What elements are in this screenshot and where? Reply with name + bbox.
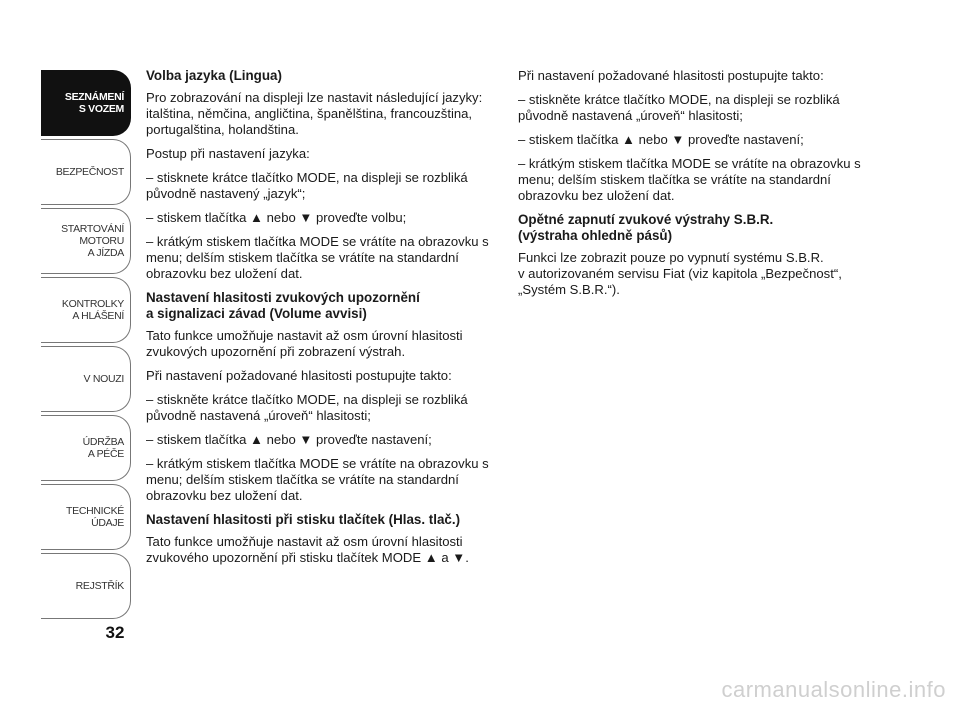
tab-v-nouzi[interactable]: V NOUZI [41,346,131,412]
paragraph: – stisknete krátce tlačítko MODE, na displeji se rozbliká původně nastavený „jazyk“; [146,170,468,201]
paragraph: Tato funkce umožňuje nastavit až osm úrovní hlasitosti zvukových upozornění při zobrazení výstrah. [146,328,463,359]
tab-kontrolky-a-hlaseni[interactable]: KONTROLKY A HLÁŠENÍ [41,277,131,343]
section-heading-sbr: Opětné zapnutí zvukové výstrahy S.B.R. (výstraha ohledně pásů) [518,212,774,243]
paragraph: – krátkým stiskem tlačítka MODE se vrátíte na obrazovku s menu; delším stiskem tlačítka se vrátíte na standardní obrazovku bez uložení dat. [146,456,489,503]
tab-technicke-udaje[interactable]: TECHNICKÉ ÚDAJE [41,484,131,550]
left-column [146,68,506,574]
section-heading-button-volume: Nastavení hlasitosti při stisku tlačítek (Hlas. tlač.) [146,512,461,527]
paragraph: – stiskněte krátce tlačítko MODE, na displeji se rozbliká původně nastavená „úroveň“ hlasitosti; [146,392,468,423]
paragraph: – krátkým stiskem tlačítka MODE se vrátíte na obrazovku s menu; delším stiskem tlačítka se vrátíte na standardní obrazovku bez uložení dat. [146,234,489,281]
page-number: 32 [105,623,125,642]
paragraph: Při nastavení požadované hlasitosti postupujte takto: [518,68,824,83]
section-heading-language: Volba jazyka (Lingua) [146,68,282,83]
tab-bezpecnost[interactable]: BEZPEČNOST [41,139,131,205]
paragraph: – stiskem tlačítka ▲ nebo ▼ proveďte nastavení; [518,132,804,147]
paragraph: Tato funkce umožňuje nastavit až osm úrovní hlasitosti zvukového upozornění při stisku tlačítek MODE ▲ a ▼. [146,534,469,565]
tab-startovani-motoru[interactable]: STARTOVÁNÍ MOTORU A JÍZDA [41,208,131,274]
paragraph: – stiskem tlačítka ▲ nebo ▼ proveďte volbu; [146,210,407,225]
watermark: carmanualsonline.info [721,677,946,702]
paragraph: – krátkým stiskem tlačítka MODE se vrátíte na obrazovku s menu; delším stiskem tlačítka se vrátíte na standardní obrazovku bez uložení dat. [518,156,861,203]
paragraph: Postup při nastavení jazyka: [146,146,310,161]
tab-udrzba-a-pece[interactable]: ÚDRŽBA A PÉČE [41,415,131,481]
tab-seznameni-s-vozem[interactable]: SEZNÁMENÍ S VOZEM [41,70,131,136]
paragraph: Pro zobrazování na displeji lze nastavit následující jazyky: italština, němčina, angličtina, španělština, francouzština, portugalština, holandština. [146,90,483,137]
paragraph: – stiskem tlačítka ▲ nebo ▼ proveďte nastavení; [146,432,432,447]
tab-rejstrik[interactable]: REJSTŘÍK [41,553,131,619]
paragraph: – stiskněte krátce tlačítko MODE, na displeji se rozbliká původně nastavená „úroveň“ hlasitosti; [518,92,840,123]
paragraph: Funkci lze zobrazit pouze po vypnutí systému S.B.R. v autorizovaném servisu Fiat (viz kapitola „Bezpečnost“, „Systém S.B.R.“). [518,250,842,297]
section-heading-volume-warnings: Nastavení hlasitosti zvukových upozornění a signalizaci závad (Volume avvisi) [146,290,420,321]
right-column [518,68,878,306]
paragraph: Při nastavení požadované hlasitosti postupujte takto: [146,368,452,383]
